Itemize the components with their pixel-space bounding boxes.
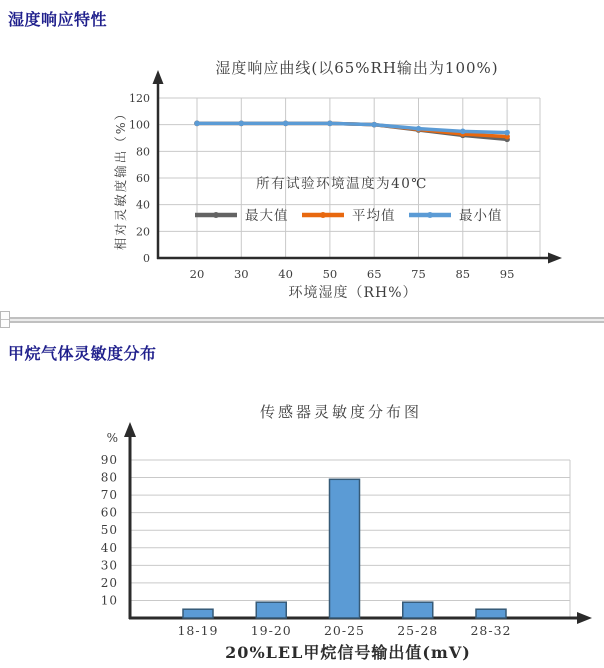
x-tick-label: 65 — [366, 267, 382, 281]
y-tick-label: 80 — [136, 145, 150, 159]
y-axis-title: 相对灵敏度输出（%） — [113, 105, 128, 251]
y-tick-label: 100 — [129, 118, 150, 132]
bar — [256, 602, 286, 618]
divider-handle-cell — [1, 312, 9, 320]
y-tick-label: 90 — [100, 453, 118, 467]
y-tick-label: 40 — [100, 540, 118, 555]
legend-marker-icon — [320, 212, 326, 218]
y-tick-label: 20 — [100, 575, 118, 590]
y-tick-label: 20 — [136, 225, 150, 239]
humidity-chart-canvas — [0, 40, 604, 312]
series-point-marker — [371, 122, 377, 128]
x-tick-label: 18-19 — [177, 623, 219, 638]
x-tick-label: 95 — [499, 267, 515, 281]
y-tick-label: 70 — [100, 488, 118, 503]
series-point-marker — [460, 129, 466, 135]
legend-label: 最大值 — [245, 208, 289, 224]
y-tick-label: 60 — [100, 505, 118, 520]
x-tick-label: 19-20 — [250, 623, 292, 638]
legend-label: 最小值 — [459, 208, 503, 224]
x-tick-label: 85 — [455, 267, 471, 281]
x-axis-title: 环境湿度（RH%） — [288, 285, 418, 301]
x-axis-arrow-icon — [577, 612, 592, 624]
section-divider — [0, 317, 604, 323]
x-tick-label: 20 — [189, 267, 205, 281]
x-tick-label: 20-25 — [323, 623, 366, 638]
sensitivity-chart-canvas — [0, 395, 604, 668]
y-tick-label: 60 — [136, 172, 150, 185]
chart-title: 传感器灵敏度分布图 — [259, 403, 423, 421]
y-tick-label: 80 — [100, 470, 118, 485]
legend-marker-icon — [213, 212, 219, 218]
note-text: 所有试验环境温度为40℃ — [256, 176, 428, 192]
series-point-marker — [283, 121, 289, 127]
bar — [476, 609, 506, 618]
x-axis-arrow-icon — [548, 253, 562, 264]
y-tick-label: 0 — [143, 252, 150, 265]
x-axis-title: 20%LEL甲烷信号输出值(mV) — [225, 643, 471, 662]
y-tick-label: 40 — [136, 198, 150, 212]
y-tick-label: 10 — [100, 593, 118, 608]
x-tick-label: 30 — [233, 267, 249, 281]
chart-title: 湿度响应曲线(以65%RH输出为100%) — [215, 59, 499, 77]
humidity-response-chart — [0, 40, 604, 312]
y-tick-label: 50 — [100, 523, 118, 538]
x-tick-label: 28-32 — [470, 623, 512, 638]
y-axis-arrow-icon — [124, 422, 136, 437]
y-axis-unit-label: % — [106, 431, 118, 445]
series-point-marker — [239, 121, 245, 127]
legend-label: 平均值 — [352, 208, 396, 224]
x-tick-label: 50 — [322, 267, 338, 281]
bar — [403, 602, 433, 618]
legend-marker-icon — [427, 212, 433, 218]
series-point-marker — [194, 121, 200, 127]
y-tick-label: 120 — [129, 92, 150, 105]
section-heading-methane: 甲烷气体灵敏度分布 — [8, 346, 157, 363]
x-tick-label: 75 — [411, 267, 426, 281]
series-point-marker — [504, 130, 510, 136]
section-heading-humidity: 湿度响应特性 — [8, 12, 108, 29]
series-point-marker — [327, 121, 333, 127]
series-point-marker — [416, 126, 422, 132]
x-tick-label: 25-28 — [397, 623, 439, 638]
bar — [330, 479, 360, 618]
sensitivity-distribution-chart — [0, 395, 604, 668]
divider-drag-handle[interactable] — [0, 311, 10, 328]
bar — [183, 609, 213, 618]
x-tick-label: 40 — [278, 267, 293, 281]
y-axis-arrow-icon — [153, 70, 164, 84]
y-tick-label: 30 — [100, 558, 118, 573]
